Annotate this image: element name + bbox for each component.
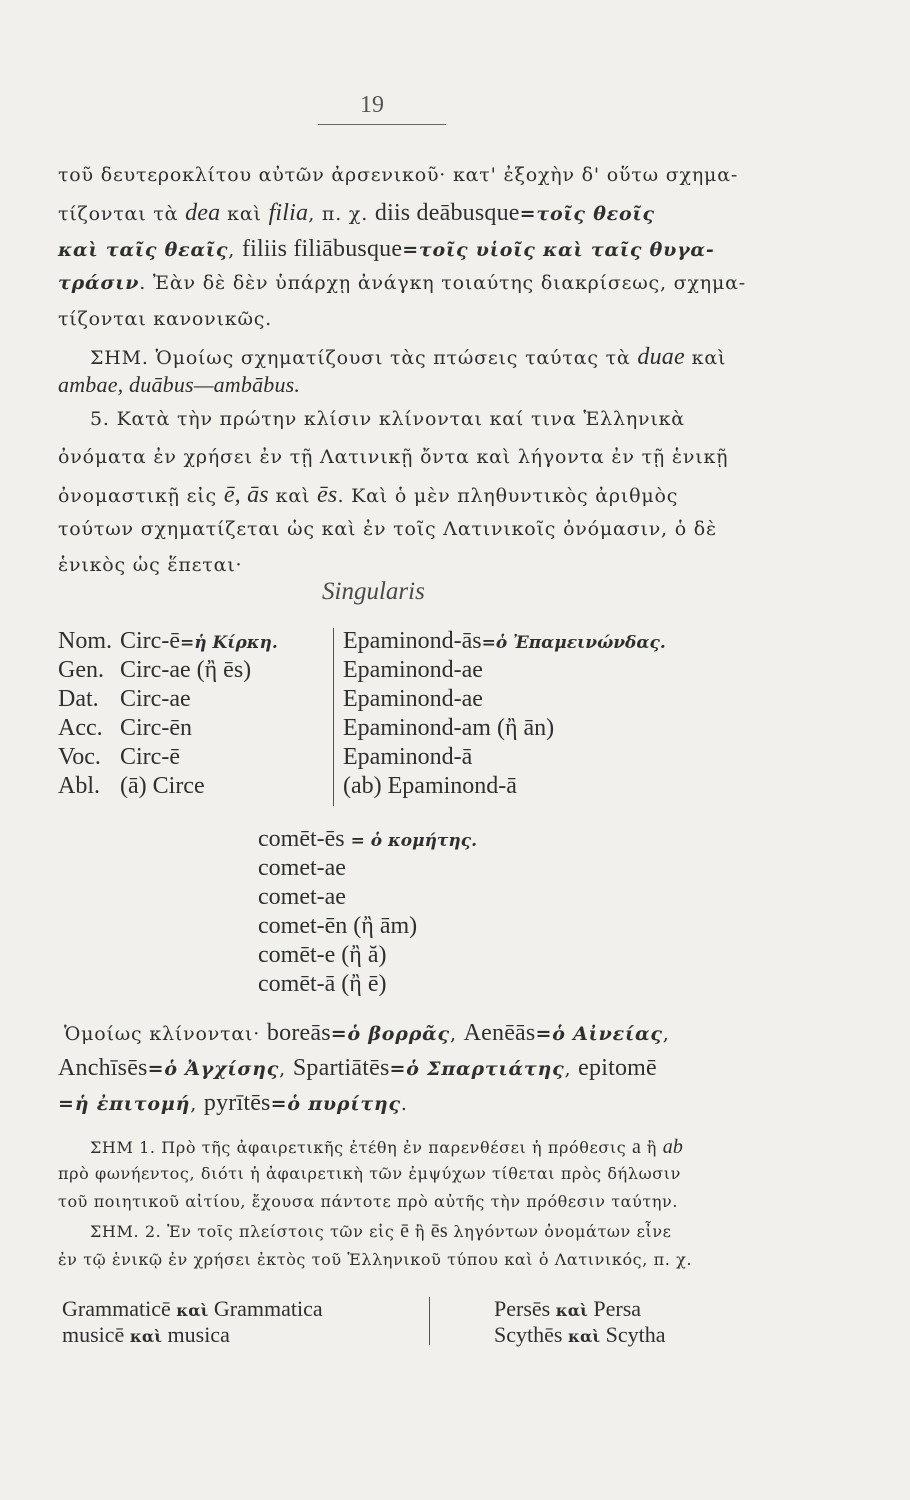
intro-line-3 — [58, 236, 715, 263]
circe-form: Circ-ae — [120, 686, 191, 712]
circe-form: Circ-ēn — [120, 715, 192, 741]
intro-text: , — [228, 239, 242, 261]
circe-form — [120, 628, 278, 655]
note-text: ΣΗΜ 1. Πρὸ τῆς ἀφαιρετικῆς ἐτέθη ἐν παρενθέσει ἡ πρόθεσις — [90, 1138, 633, 1157]
greek-gloss: =ὁ Ἀγχίσης — [147, 1058, 280, 1080]
greek-gloss: =τοῖς θεοῖς — [519, 203, 655, 225]
section-text: ὀνομαστικῇ εἰς — [58, 485, 224, 507]
shm-line-2: ambae, duābus—ambābus. — [58, 372, 301, 397]
latin-word: boreās — [266, 1020, 331, 1046]
comet-form: comet-ae — [258, 884, 346, 910]
intro-line-5: τίζονται κανονικῶς. — [58, 308, 273, 330]
comet-form: comēt-ā (ἢ ē) — [258, 971, 387, 997]
similar-text: , — [449, 1023, 464, 1045]
greek-gloss: καὶ ταῖς θεαῖς — [58, 239, 229, 261]
greek-gloss: =ὁ Σπαρτιάτης — [389, 1058, 565, 1080]
page-number-rule — [318, 124, 446, 125]
intro-text: , π. χ. — [308, 203, 375, 225]
greek-gloss: =ὁ Αἰνείας — [535, 1023, 663, 1045]
latin-word: Grammatica — [213, 1296, 323, 1321]
greek-gloss: = ὁ κομήτης. — [350, 831, 477, 851]
note-text: ἢ — [409, 1222, 431, 1241]
section-5-line-1: 5. Κατὰ τὴν πρώτην κλίσιν κλίνονται καί τινα Ἑλληνικὰ — [90, 408, 685, 430]
latin-word: musica — [167, 1322, 230, 1347]
latin-ending: ēs — [430, 1220, 448, 1242]
comet-form: comēt-e (ἢ ă) — [258, 942, 387, 968]
latin-word: Persēs — [494, 1296, 551, 1321]
section-5-line-3 — [58, 482, 678, 509]
latin-ending: ē — [400, 1220, 410, 1242]
comet-form-text: comēt-ēs — [258, 826, 345, 852]
latin-word-dea: dea — [185, 200, 221, 226]
epaminondas-form — [343, 628, 666, 655]
intro-line-1: τοῦ δευτεροκλίτου αὐτῶν ἀρσενικοῦ· κατ' ἐξοχὴν δ' οὕτω σχημα- — [58, 164, 739, 186]
latin-word: Aenēās — [463, 1020, 536, 1046]
greek-gloss: =τοῖς υἱοῖς καὶ ταῖς θυγα- — [402, 239, 715, 261]
pair-connector: καὶ — [170, 1301, 214, 1320]
similar-text: , — [190, 1093, 204, 1115]
circe-form: (ā) Circe — [120, 773, 205, 799]
section-5-line-4: τούτων σχηματίζεται ὡς καὶ ἐν τοῖς Λατινικοῖς ὀνόμασιν, ὁ δὲ — [58, 518, 718, 540]
latin-word: musicē — [62, 1322, 125, 1347]
pairs-divider — [429, 1297, 430, 1345]
case-label: Voc. — [58, 744, 101, 770]
greek-gloss: =ὁ βορρᾶς — [330, 1023, 450, 1045]
intro-text: τίζονται τὰ — [58, 203, 186, 225]
case-label: Abl. — [58, 773, 100, 799]
note-1-line-3: τοῦ ποιητικοῦ αἰτίου, ἔχουσα πάντοτε πρὸ αὐτῆς τὴν πρόθεσιν ταύτην. — [58, 1192, 679, 1211]
epaminondas-form: Epaminond-ae — [343, 686, 483, 712]
epaminondas-form: Epaminond-ā — [343, 744, 473, 770]
case-label: Dat. — [58, 686, 99, 712]
note-text: ληγόντων ὀνομάτων εἶνε — [447, 1222, 672, 1241]
latin-word: ab — [662, 1136, 684, 1158]
latin-word: Spartiātēs — [292, 1055, 390, 1081]
similar-text: , — [279, 1058, 293, 1080]
comet-form: comet-ēn (ἢ ām) — [258, 913, 418, 939]
shm-text: ΣΗΜ. Ὁμοίως σχηματίζουσι τὰς πτώσεις ταύτας τὰ — [90, 347, 638, 369]
note-text: ΣΗΜ. 2. Ἐν τοῖς πλείστοις τῶν εἰς — [90, 1222, 401, 1241]
shm-line-1 — [90, 344, 726, 371]
case-label: Acc. — [58, 715, 103, 741]
latin-endings: ē, ās — [223, 482, 269, 508]
similar-line-2 — [58, 1055, 657, 1082]
intro-line-4 — [58, 272, 746, 294]
pair-scythes — [494, 1322, 666, 1348]
pair-connector: καὶ — [562, 1327, 606, 1346]
greek-gloss: =ἡ ἐπιτομή — [58, 1093, 191, 1115]
comet-form: comet-ae — [258, 855, 346, 881]
section-5-line-5: ἑνικὸς ὡς ἕπεται· — [58, 554, 243, 576]
intro-text: . Ἐὰν δὲ δὲν ὑπάρχῃ ἀνάγκη τοιαύτης διακρίσεως, σχημα- — [139, 272, 746, 294]
latin-word-duae: duae — [637, 344, 685, 370]
greek-gloss: =ὁ πυρίτης — [270, 1093, 401, 1115]
intro-text: καὶ — [220, 203, 269, 225]
latin-word: pyrītēs — [203, 1090, 271, 1116]
similar-line-1 — [64, 1020, 670, 1047]
pair-grammatice — [62, 1296, 323, 1322]
greek-gloss: =ὁ Ἐπαμεινώνδας. — [481, 633, 666, 653]
pair-connector: καὶ — [550, 1301, 594, 1320]
circe-form-text: Circ-ē — [120, 628, 180, 654]
similar-text: , — [662, 1023, 670, 1045]
latin-example: filiis filiābusque — [241, 236, 403, 262]
similar-text: . — [400, 1093, 408, 1115]
latin-word: Anchīsēs — [58, 1055, 148, 1081]
epaminondas-form: Epaminond-ae — [343, 657, 483, 683]
greek-gloss: =ἡ Κίρκη. — [179, 633, 278, 653]
latin-word: Scytha — [605, 1322, 666, 1347]
latin-word: a — [632, 1136, 642, 1158]
greek-gloss: τράσιν — [58, 272, 140, 294]
similar-line-3 — [58, 1090, 408, 1117]
note-text: ἢ — [641, 1138, 663, 1157]
intro-line-2 — [58, 200, 655, 227]
table-divider — [333, 628, 334, 806]
latin-word: Persa — [593, 1296, 642, 1321]
note-2-line-1 — [90, 1220, 672, 1243]
note-1-line-2: πρὸ φωνήεντος, διότι ἡ ἀφαιρετικὴ τῶν ἐμψύχων τίθεται πρὸς δήλωσιν — [58, 1164, 681, 1183]
similar-text: , — [564, 1058, 579, 1080]
singularis-heading: Singularis — [322, 578, 425, 605]
latin-example: diis deābusque — [374, 200, 520, 226]
epaminondas-form: (ab) Epaminond-ā — [343, 773, 517, 799]
circe-form: Circ-ae (ἢ ēs) — [120, 657, 252, 683]
latin-word-filia: filia — [268, 200, 309, 226]
section-5-line-2: ὀνόματα ἐν χρήσει ἐν τῇ Λατινικῇ ὄντα καὶ λήγοντα ἐν τῇ ἑνικῇ — [58, 446, 729, 468]
pair-perses — [494, 1296, 641, 1322]
case-label: Gen. — [58, 657, 104, 683]
epaminondas-form-text: Epaminond-ās — [343, 628, 482, 654]
similar-text: Ὁμοίως κλίνονται· — [64, 1023, 267, 1045]
epaminondas-form: Epaminond-am (ἢ ān) — [343, 715, 555, 741]
latin-word: Grammaticē — [62, 1296, 171, 1321]
comet-form — [258, 826, 477, 853]
note-2-line-2: ἐν τῷ ἑνικῷ ἐν χρήσει ἐκτὸς τοῦ Ἑλληνικοῦ τύπου καὶ ὁ Λατινικός, π. χ. — [58, 1250, 693, 1269]
section-text: . Καὶ ὁ μὲν πληθυντικὸς ἀριθμὸς — [337, 485, 679, 507]
latin-word: Scythēs — [494, 1322, 563, 1347]
note-1-line-1 — [90, 1136, 683, 1159]
case-label: Nom. — [58, 628, 112, 654]
page-number: 19 — [360, 92, 384, 118]
latin-word: epitomē — [578, 1055, 657, 1081]
pair-musice — [62, 1322, 230, 1348]
shm-text: καὶ — [684, 347, 727, 369]
circe-form: Circ-ē — [120, 744, 180, 770]
latin-ending: ēs — [317, 482, 338, 508]
section-text: καὶ — [268, 485, 318, 507]
pair-connector: καὶ — [124, 1327, 168, 1346]
